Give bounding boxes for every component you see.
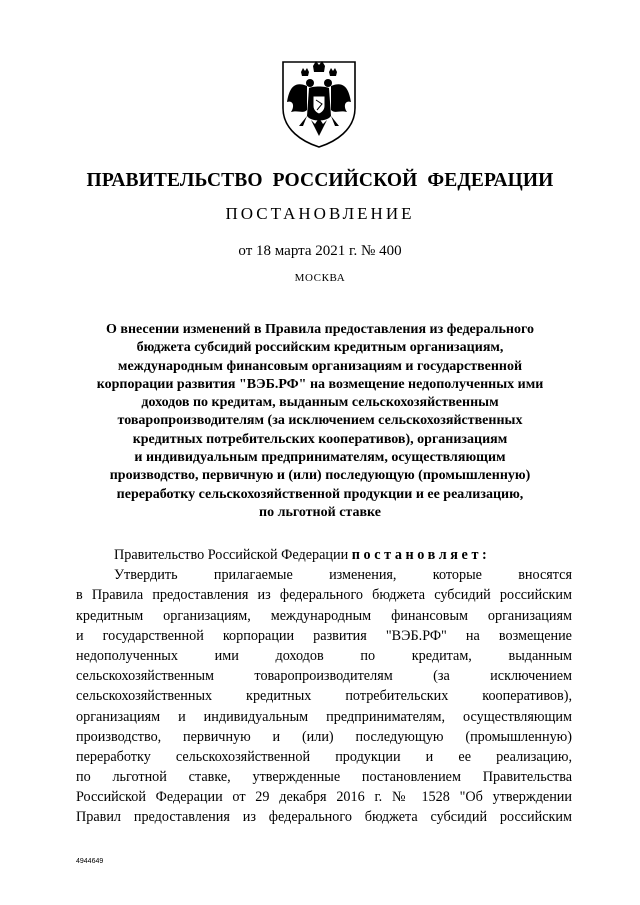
government-name: ПРАВИТЕЛЬСТВО РОССИЙСКОЙ ФЕДЕРАЦИИ: [86, 170, 554, 191]
title-line: кредитных потребительских кооперативов), организациям: [132, 431, 508, 447]
title-line: О внесении изменений в Правила предоставления из федерального: [106, 322, 534, 337]
document-date: от 18 марта 2021 г.: [238, 243, 358, 259]
decree-word: постановляет:: [351, 547, 491, 563]
document-title: [60, 321, 580, 522]
title-line: доходов по кредитам, выданным сельскохозяйственным: [141, 395, 499, 411]
body-line: Утвердить прилагаемые изменения, которые вносятся: [114, 567, 572, 584]
body-line: Правил предоставления из федерального бюджета субсидий российским: [76, 809, 572, 826]
title-line: товаропроизводителям (за исключением сельскохозяйственных: [117, 413, 523, 429]
body-line: сельскохозяйственных кредитных потребительских кооперативов),: [76, 688, 572, 705]
preamble-text: Правительство Российской Федерации: [114, 547, 349, 563]
body-line: и государственной корпорации развития "ВЭБ.РФ" на возмещение: [76, 627, 572, 644]
number-sign: №: [361, 243, 376, 259]
document-body: [76, 545, 572, 828]
title-line: и индивидуальным предпринимателям, осуществляющим: [134, 450, 506, 466]
document-date-number: [0, 243, 640, 260]
russian-coat-of-arms-icon: [277, 56, 361, 150]
body-line: сельскохозяйственным товаропроизводителям (за исключением: [76, 668, 572, 685]
body-line: организациям и индивидуальным предпринимателям, осуществляющим: [76, 708, 572, 725]
body-line: производство, первичную и (или) последующую (промышленную): [76, 728, 572, 745]
title-line: по льготной ставке: [259, 504, 381, 520]
document-number: 400: [379, 243, 402, 259]
document-type: ПОСТАНОВЛЕНИЕ: [225, 204, 415, 223]
body-line: переработку сельскохозяйственной продукции и ее реализацию,: [76, 748, 572, 765]
title-line: международным финансовым организациям и государственной: [117, 358, 523, 374]
city: МОСКВА: [294, 272, 346, 284]
body-line: кредитным организациям, международным финансовым организациям: [76, 607, 572, 624]
body-line: Российской Федерации от 29 декабря 2016 г. № 1528 "Об утверждении: [76, 789, 572, 806]
title-line: производство, первичную и (или) последующую (промышленную): [109, 468, 531, 484]
title-line: корпорации развития "ВЭБ.РФ" на возмещение недополученных ими: [96, 376, 544, 392]
title-line: переработку сельскохозяйственной продукции и ее реализацию,: [116, 486, 524, 502]
body-line: по льготной ставке, утвержденные постановлением Правительства: [76, 769, 572, 786]
title-line: бюджета субсидий российским кредитным организациям,: [136, 340, 504, 356]
document-id: 4944649: [76, 858, 104, 865]
body-line: в Правила предоставления из федерального бюджета субсидий российским: [76, 587, 572, 604]
body-line: недополученных ими доходов по кредитам, выданным: [76, 647, 572, 664]
preamble-line: [76, 545, 572, 565]
